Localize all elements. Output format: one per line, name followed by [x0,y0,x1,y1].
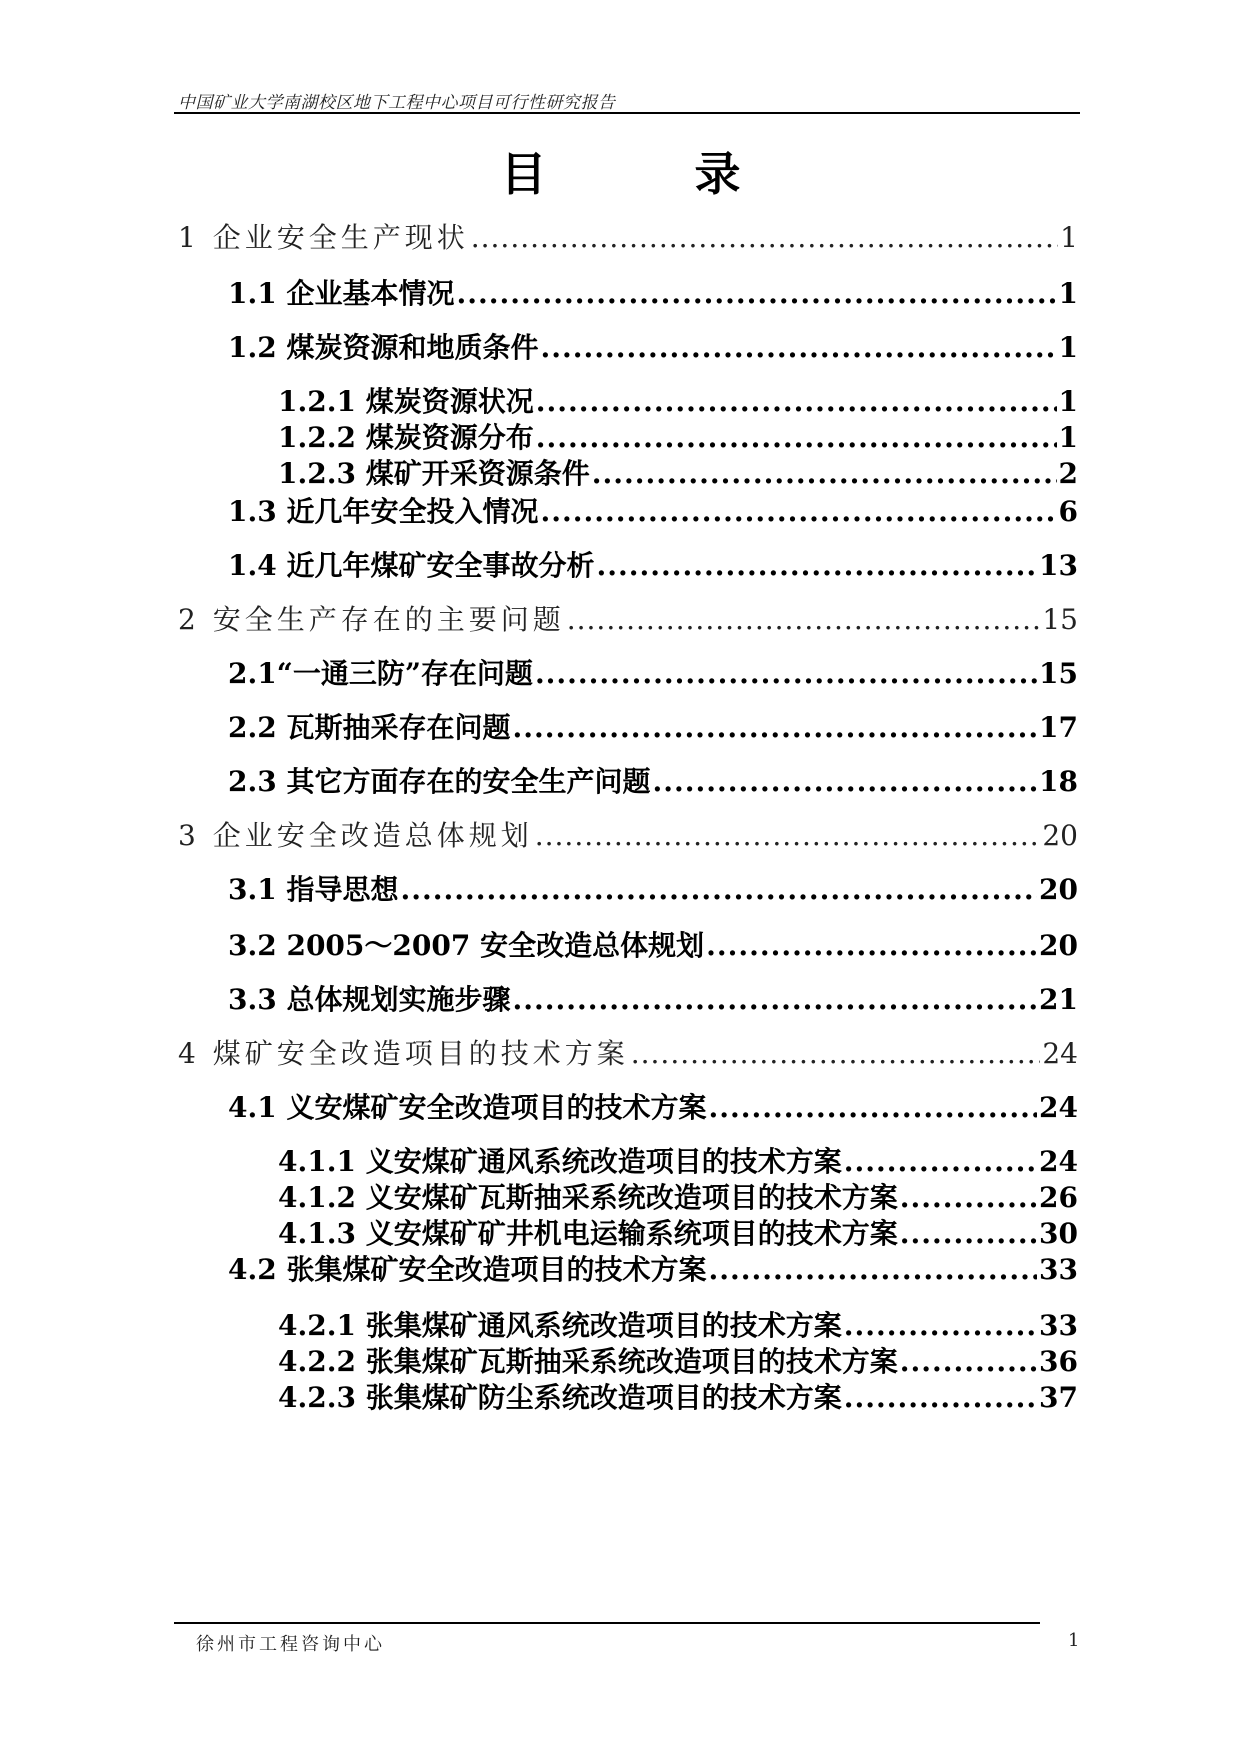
toc-leader-dots [536,385,1057,418]
toc-entry-label: 4.2.3 张集煤矿防尘系统改造项目的技术方案 [278,1381,842,1414]
toc-entry-label: 3.1 指导思想 [228,873,399,906]
toc-leader-dots [535,819,1041,852]
toc-entry-label: 3.2 2005～2007 安全改造总体规划 [228,929,705,962]
footer-org: 徐州市工程咨询中心 [196,1634,385,1655]
toc-entry-label: 4.1 义安煤矿安全改造项目的技术方案 [228,1091,707,1124]
toc-leader-dots [652,765,1037,798]
toc-leader-dots [540,495,1056,528]
toc-leader-dots [592,457,1057,490]
toc-entry-label: 1 企业安全生产现状 [178,221,469,254]
toc-entry-label: 2.3 其它方面存在的安全生产问题 [228,765,651,798]
toc-entry[interactable] [278,380,1078,420]
toc-entry-page: 36 [1039,1345,1078,1378]
toc-entry-label: 3 企业安全改造总体规划 [178,819,533,852]
toc-leader-dots [400,873,1037,906]
toc-leader-dots [456,277,1056,310]
toc-leader-dots [631,1037,1041,1070]
toc-entry[interactable] [228,272,1078,312]
toc-entry[interactable] [178,1032,1078,1072]
toc-entry-label: 4.2.2 张集煤矿瓦斯抽采系统改造项目的技术方案 [278,1345,898,1378]
toc-entry[interactable] [278,1140,1078,1180]
toc-entry[interactable] [228,1248,1078,1288]
toc-entry[interactable] [278,1376,1078,1416]
toc-entry-page: 1 [1058,331,1078,364]
toc-leader-dots [536,421,1057,454]
toc-entry-page: 33 [1039,1253,1078,1286]
toc-entry-label: 4 煤矿安全改造项目的技术方案 [178,1037,629,1070]
toc-leader-dots [567,603,1041,636]
toc-entry[interactable] [178,216,1078,256]
toc-entry[interactable] [228,652,1078,692]
page-title [0,138,1241,204]
toc-entry-page: 2 [1058,457,1078,490]
header-rule [174,112,1080,114]
toc-entry-page: 20 [1039,873,1078,906]
toc-leader-dots [900,1217,1037,1250]
toc-entry-page: 20 [1039,929,1078,962]
title-char-2: 录 [694,147,741,201]
toc-entry[interactable] [228,868,1078,908]
toc-entry[interactable] [178,814,1078,854]
footer-page-number: 1 [1068,1630,1080,1651]
toc-entry[interactable] [278,1304,1078,1344]
toc-leader-dots [844,1309,1037,1342]
toc-leader-dots [708,1091,1037,1124]
toc-entry-label: 1.2 煤炭资源和地质条件 [228,331,539,364]
toc-leader-dots [708,1253,1037,1286]
toc-entry-label: 3.3 总体规划实施步骤 [228,983,511,1016]
toc-entry-label: 4.1.2 义安煤矿瓦斯抽采系统改造项目的技术方案 [278,1181,898,1214]
toc-entry-label: 4.1.3 义安煤矿矿井机电运输系统项目的技术方案 [278,1217,898,1250]
toc-entry[interactable] [278,1176,1078,1216]
toc-leader-dots [706,929,1037,962]
toc-leader-dots [512,711,1037,744]
toc-entry-page: 24 [1042,1037,1078,1070]
toc-entry-page: 24 [1039,1145,1078,1178]
toc-entry-page: 26 [1039,1181,1078,1214]
toc-entry-label: 1.4 近几年煤矿安全事故分析 [228,549,595,582]
toc-entry-page: 21 [1039,983,1078,1016]
toc-entry[interactable] [228,326,1078,366]
toc-entry-page: 30 [1039,1217,1078,1250]
toc-entry-label: 1.3 近几年安全投入情况 [228,495,539,528]
toc-entry-label: 2 安全生产存在的主要问题 [178,603,565,636]
toc-entry[interactable] [278,416,1078,456]
toc-entry[interactable] [228,978,1078,1018]
toc-entry[interactable] [278,452,1078,492]
toc-entry-page: 18 [1039,765,1078,798]
toc-entry-page: 15 [1042,603,1078,636]
toc-leader-dots [844,1381,1037,1414]
toc-leader-dots [596,549,1037,582]
toc-entry-label: 2.2 瓦斯抽采存在问题 [228,711,511,744]
toc-entry-label: 1.2.2 煤炭资源分布 [278,421,534,454]
toc-entry-page: 15 [1039,657,1078,690]
toc-entry-page: 13 [1039,549,1078,582]
footer-rule [174,1622,1040,1624]
toc-entry-page: 6 [1058,495,1078,528]
toc-leader-dots [540,331,1056,364]
toc-entry-label: 1.2.3 煤矿开采资源条件 [278,457,590,490]
toc-entry-page: 1 [1058,277,1078,310]
toc-entry-label: 4.2.1 张集煤矿通风系统改造项目的技术方案 [278,1309,842,1342]
toc-entry[interactable] [178,598,1078,638]
toc-leader-dots [535,657,1037,690]
toc-entry[interactable] [228,706,1078,746]
toc-entry-label: 4.2 张集煤矿安全改造项目的技术方案 [228,1253,707,1286]
toc-entry-page: 1 [1058,421,1078,454]
toc-entry-page: 24 [1039,1091,1078,1124]
toc-entry[interactable] [228,544,1078,584]
toc-entry-page: 37 [1039,1381,1078,1414]
toc-entry-page: 1 [1060,221,1078,254]
toc-leader-dots [512,983,1037,1016]
toc-entry-page: 20 [1042,819,1078,852]
toc-leader-dots [844,1145,1037,1178]
toc-entry-page: 17 [1039,711,1078,744]
toc-entry[interactable] [278,1212,1078,1252]
title-char-1: 目 [500,147,547,201]
toc-entry[interactable] [228,924,1078,964]
toc-entry[interactable] [228,490,1078,530]
toc-leader-dots [471,221,1058,254]
toc-entry[interactable] [228,1086,1078,1126]
toc-entry-label: 2.1“一通三防”存在问题 [228,657,533,690]
running-header: 中国矿业大学南湖校区地下工程中心项目可行性研究报告 [178,93,616,113]
toc-entry-page: 1 [1058,385,1078,418]
toc-leader-dots [900,1345,1037,1378]
toc-entry[interactable] [228,760,1078,800]
toc-entry[interactable] [278,1340,1078,1380]
toc-entry-page: 33 [1039,1309,1078,1342]
toc-entry-label: 1.1 企业基本情况 [228,277,455,310]
toc-entry-label: 1.2.1 煤炭资源状况 [278,385,534,418]
toc-entry-label: 4.1.1 义安煤矿通风系统改造项目的技术方案 [278,1145,842,1178]
toc-leader-dots [900,1181,1037,1214]
